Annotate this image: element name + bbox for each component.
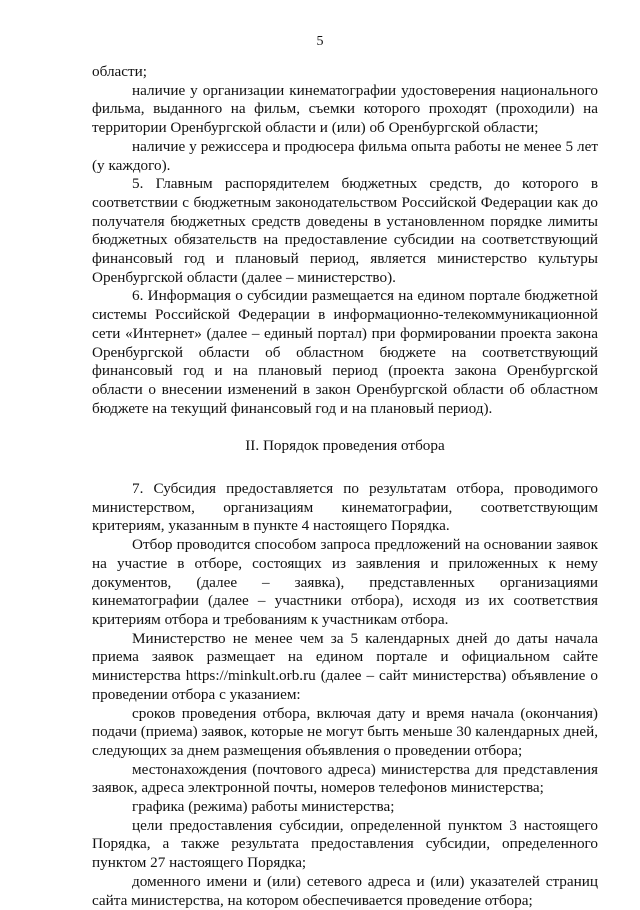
paragraph: Отбор проводится способом запроса предложений на основании заявок на участие в отборе, состоящих из заявления и приложенных к нему документов, (далее – заявка), представленных организациями кинематографии (далее – участники отбора), исходя из их соответствия критериям отбора и требованиям к участникам отбора. bbox=[92, 536, 598, 628]
document-body bbox=[92, 63, 598, 910]
paragraph: области; bbox=[92, 63, 147, 80]
paragraph: местонахождения (почтового адреса) министерства для представления заявок, адреса электронной почты, номеров телефонов министерства; bbox=[92, 760, 598, 797]
paragraph: наличие у режиссера и продюсера фильма опыта работы не менее 5 лет (у каждого). bbox=[92, 137, 598, 174]
paragraph: Министерство не менее чем за 5 календарных дней до даты начала приема заявок размещает на едином портале и официальном сайте министерства https://minkult.orb.ru (далее – сайт министерства) объявление о проведении отбора с указанием: bbox=[92, 629, 598, 703]
section-1-text bbox=[92, 63, 598, 418]
page-number: 5 bbox=[316, 34, 324, 49]
paragraph: 6. Информация о субсидии размещается на едином портале бюджетной системы Российской Федерации в информационно-телекоммуникационной сети «Интернет» (далее – единый портал) при формировании проекта закона Оренбургской области об областном бюджете на соответствующий финансовый год и на плановый период (проекта закона Оренбургской области о внесении изменений в закон Оренбургской области об областном бюджете на текущий финансовый год и на плановый период). bbox=[92, 287, 598, 417]
paragraph: 7. Субсидия предоставляется по результатам отбора, проводимого министерством, организациям кинематографии, соответствующим критериям, указанным в пункте 4 настоящего Порядка. bbox=[92, 480, 598, 535]
paragraph: 5. Главным распорядителем бюджетных средств, до которого в соответствии с бюджетным законодательством Российской Федерации как до получателя бюджетных средств доведены в установленном порядке лимиты бюджетных обязательств на предоставление субсидии на соответствующий финансовый год и плановый период, является министерство культуры Оренбургской области (далее – министерство). bbox=[92, 175, 598, 286]
paragraph: доменного имени и (или) сетевого адреса и (или) указателей страниц сайта министерства, на котором обеспечивается проведение отбора; bbox=[92, 872, 598, 909]
section-heading: II. Порядок проведения отбора bbox=[245, 437, 445, 455]
paragraph: цели предоставления субсидии, определенной пунктом 3 настоящего Порядка, а также результата предоставления субсидии, определенного пунктом 27 настоящего Порядка; bbox=[92, 816, 598, 872]
paragraph: графика (режима) работы министерства; bbox=[132, 798, 395, 816]
paragraph: наличие у организации кинематографии удостоверения национального фильма, выданного на фильм, съемки которого проходят (проходили) на территории Оренбургской области и (или) об Оренбургской области; bbox=[92, 81, 598, 137]
section-2-text bbox=[92, 480, 598, 910]
paragraph: сроков проведения отбора, включая дату и время начала (окончания) подачи (приема) заявок, которые не могут быть меньше 30 календарных дней, следующих за днем размещения объявления о проведении отбора; bbox=[92, 704, 598, 759]
